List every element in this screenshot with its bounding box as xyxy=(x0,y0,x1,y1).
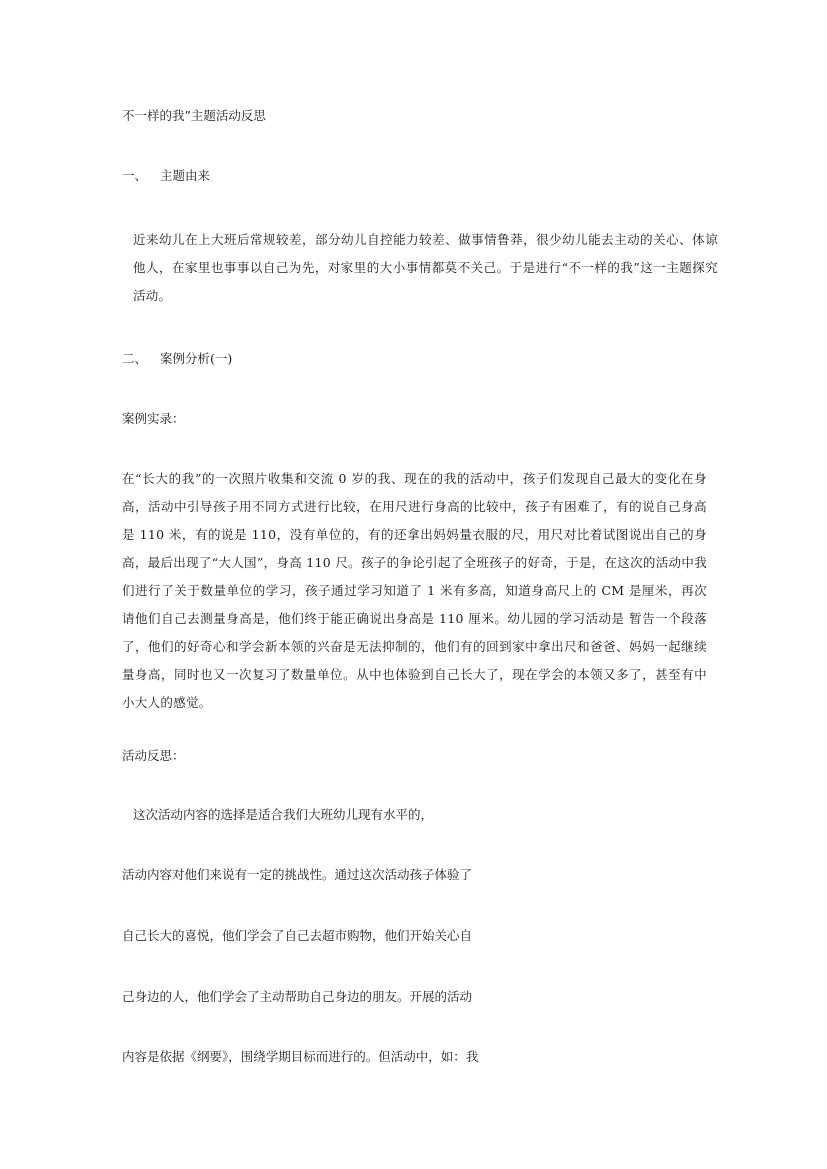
section-1-body: 近来幼儿在上大班后常规较差，部分幼儿自控能力较差、做事情鲁莽，很少幼儿能去主动的关心、体谅他人，在家里也事事以自己为先，对家里的大小事情都莫不关己。于是进行“不一样的我”这一主题探究活动。 xyxy=(133,232,718,303)
section-2-number: 二、 xyxy=(122,351,148,366)
section-1-heading xyxy=(122,167,210,185)
reflection-line: 己身边的人，他们学会了主动帮助自己身边的朋友。开展的活动 xyxy=(122,989,473,1004)
reflection-line: 自己长大的喜悦，他们学会了自己去超市购物，他们开始关心自 xyxy=(122,928,473,943)
section-1-number: 一、 xyxy=(122,168,148,183)
section-2-heading xyxy=(122,350,232,368)
document-title: 不一样的我”主题活动反思 xyxy=(122,108,266,123)
reflection-line: 活动内容对他们来说有一定的挑战性。通过这次活动孩子体验了 xyxy=(122,867,473,882)
case-record-body: 在“长大的我”的一次照片收集和交流 0 岁的我、现在的我的活动中，孩子们发现自己最大的变化在身高，活动中引导孩子用不同方式进行比较，在用尺进行身高的比较中，孩子有困难了，有的说自己身高是 110 米，有的说是 110，没有单位的，有的还拿出妈妈量衣服的尺，用尺对比着试图说出自己的身高，最后出现了“大人国”，身高 110 尺。孩子的争论引起了全班孩子的好奇，于是，在这次的活动中我们进行了关于数量单位的学习，孩子通过学习知道了 1 米有多高，知道身高尺上的 CM 是厘米，再次请他们自己去测量身高是，他们终于能正确说出身高是 110 厘米。幼儿园的学习活动是 暂告一个段落了，他们的好奇心和学会新本领的兴奋是无法抑制的，他们有的回到家中拿出尺和爸爸、妈妈一起继续量身高，同时也又一次复习了数量单位。从中也体验到自己长大了，现在学会的本领又多了，甚至有中小大人的感觉。 xyxy=(122,471,707,710)
section-2-title: 案例分析(一) xyxy=(160,351,233,366)
case-record-label: 案例实录： xyxy=(122,411,185,426)
section-1-title: 主题由来 xyxy=(160,168,211,183)
reflection-label: 活动反思： xyxy=(122,748,185,763)
reflection-line: 这次活动内容的选择是适合我们大班幼儿现有水平的， xyxy=(133,807,434,822)
reflection-line: 内容是依据《纲要》，围绕学期目标而进行的。但活动中，如：我 xyxy=(122,1049,479,1064)
